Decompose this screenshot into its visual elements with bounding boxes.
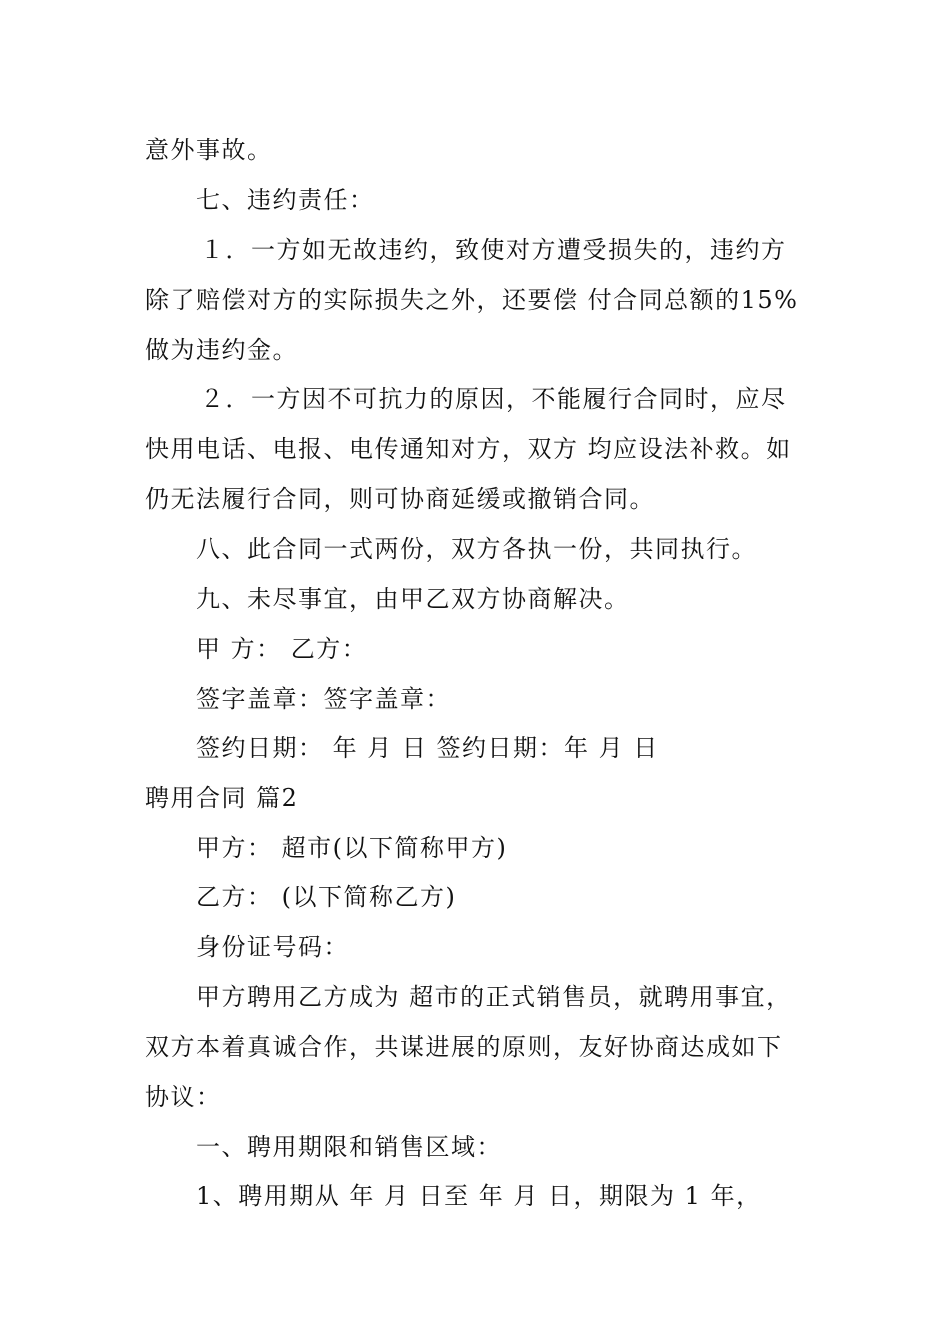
- clause-line: 1、聘用期从 年 月 日至 年 月 日，期限为 1 年，: [196, 1182, 762, 1210]
- party-line: 甲方： 超市(以下简称甲方): [196, 834, 508, 862]
- party-line: 甲 方： 乙方：: [196, 635, 368, 663]
- signature-line: 签字盖章：签字盖章：: [196, 685, 451, 713]
- text-line: 协议：: [145, 1083, 222, 1111]
- section-heading: 七、违约责任：: [196, 186, 375, 214]
- clause-line: ２．一方因不可抗力的原因，不能履行合同时，应尽: [200, 385, 787, 413]
- date-line: 签约日期： 年 月 日 签约日期：年 月 日: [196, 734, 659, 762]
- text-line: 仍无法履行合同，则可协商延缓或撤销合同。: [145, 485, 655, 513]
- section-heading: 九、未尽事宜，由甲乙双方协商解决。: [196, 585, 630, 613]
- text-line: 快用电话、电报、电传通知对方，双方 均应设法补救。如: [145, 435, 792, 463]
- text-line: 甲方聘用乙方成为 超市的正式销售员，就聘用事宜，: [196, 983, 792, 1011]
- text-line: 做为违约金。: [145, 336, 298, 364]
- text-line: 意外事故。: [145, 136, 273, 164]
- section-title: 聘用合同 篇2: [145, 784, 299, 812]
- party-line: 乙方： (以下简称乙方): [196, 883, 457, 911]
- text-line: 双方本着真诚合作，共谋进展的原则，友好协商达成如下: [145, 1033, 783, 1061]
- id-number-line: 身份证号码：: [196, 933, 349, 961]
- section-heading: 八、此合同一式两份，双方各执一份，共同执行。: [196, 535, 757, 563]
- section-heading: 一、聘用期限和销售区域：: [196, 1133, 502, 1161]
- clause-line: １．一方如无故违约，致使对方遭受损失的，违约方: [200, 236, 787, 264]
- text-line: 除了赔偿对方的实际损失之外，还要偿 付合同总额的15%: [145, 286, 799, 314]
